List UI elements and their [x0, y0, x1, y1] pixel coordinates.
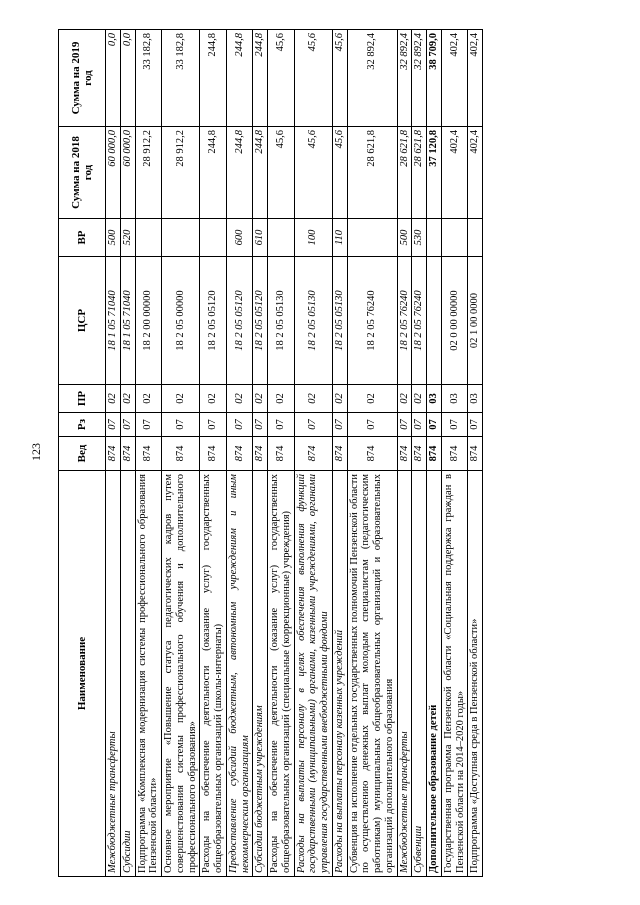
row-rz: 07: [106, 413, 121, 437]
row-csr: 18 2 05 05130: [268, 257, 295, 385]
row-sum-2018: 60 000,0: [120, 127, 135, 219]
row-ved: 874: [162, 437, 200, 471]
header-sum-2018: Сумма на 2018 год: [59, 127, 106, 219]
row-pr: 03: [441, 385, 468, 413]
row-sum-2019: 32 892,4: [347, 30, 397, 127]
row-name: Государственная программа Пензенской области «Социальная поддержка граждан в Пензенской области на 2014–2020 годы»: [441, 471, 468, 877]
row-sum-2018: 45,6: [268, 127, 295, 219]
row-pr: 02: [412, 385, 427, 413]
row-vr: [162, 219, 200, 257]
header-ved: Вед: [59, 437, 106, 471]
row-vr: 610: [253, 219, 268, 257]
row-pr: 03: [427, 385, 442, 413]
row-name: Расходы на обеспечение деятельности (оказание услуг) государственных общеобразовательных организаций (специальные (коррекционные) учреждения): [268, 471, 295, 877]
table-row: [468, 30, 483, 877]
row-sum-2019: 45,6: [268, 30, 295, 127]
row-csr: 18 2 05 76240: [412, 257, 427, 385]
row-rz: 07: [120, 413, 135, 437]
row-ved: 874: [441, 437, 468, 471]
row-pr: 02: [253, 385, 268, 413]
row-csr: 18 1 05 71040: [120, 257, 135, 385]
row-rz: 07: [162, 413, 200, 437]
table-row: [412, 30, 427, 877]
table-row: [294, 30, 332, 877]
row-sum-2018: 244,8: [253, 127, 268, 219]
row-sum-2018: 244,8: [226, 127, 253, 219]
row-sum-2019: 402,4: [441, 30, 468, 127]
row-sum-2019: 33 182,8: [135, 30, 162, 127]
row-csr: 18 2 05 05130: [332, 257, 347, 385]
row-vr: [268, 219, 295, 257]
row-name: Расходы на обеспечение деятельности (оказание услуг) государственных общеобразовательных организаций (школы-интернаты): [200, 471, 227, 877]
row-csr: 18 2 05 05120: [253, 257, 268, 385]
row-csr: [427, 257, 442, 385]
row-rz: 07: [294, 413, 332, 437]
row-sum-2019: 38 709,0: [427, 30, 442, 127]
row-ved: 874: [397, 437, 412, 471]
row-pr: 02: [268, 385, 295, 413]
row-pr: 02: [200, 385, 227, 413]
row-sum-2019: 32 892,4: [397, 30, 412, 127]
row-sum-2018: 45,6: [294, 127, 332, 219]
row-sum-2018: 28 912,2: [135, 127, 162, 219]
row-sum-2018: 28 912,2: [162, 127, 200, 219]
row-vr: 500: [397, 219, 412, 257]
header-rz: Рз: [59, 413, 106, 437]
row-pr: 02: [294, 385, 332, 413]
row-sum-2019: 45,6: [294, 30, 332, 127]
header-name: Наименование: [59, 471, 106, 877]
row-vr: [468, 219, 483, 257]
row-vr: 100: [294, 219, 332, 257]
row-csr: 02 1 00 0000: [468, 257, 483, 385]
row-sum-2018: 60 000,0: [106, 127, 121, 219]
row-csr: 18 1 05 71040: [106, 257, 121, 385]
row-rz: 07: [468, 413, 483, 437]
row-csr: 18 2 05 05120: [200, 257, 227, 385]
table-row: [332, 30, 347, 877]
table-row: [253, 30, 268, 877]
row-pr: 02: [120, 385, 135, 413]
table-row: [200, 30, 227, 877]
row-vr: 600: [226, 219, 253, 257]
row-sum-2019: 0,0: [106, 30, 121, 127]
row-csr: 18 2 00 00000: [135, 257, 162, 385]
row-name: Подпрограмма «Комплексная модернизация системы профессионального образования Пензенской области»: [135, 471, 162, 877]
row-vr: 500: [106, 219, 121, 257]
row-sum-2018: 402,4: [441, 127, 468, 219]
row-sum-2018: 37 120,8: [427, 127, 442, 219]
row-ved: 874: [200, 437, 227, 471]
row-vr: [441, 219, 468, 257]
row-sum-2019: 402,4: [468, 30, 483, 127]
row-rz: 07: [397, 413, 412, 437]
table-row: [441, 30, 468, 877]
row-sum-2019: 0,0: [120, 30, 135, 127]
table-row: [226, 30, 253, 877]
row-sum-2018: 244,8: [200, 127, 227, 219]
row-name: Расходы на выплаты персоналу в целях обеспечения выполнения функций государственными (муниципальными) органами, казенными учреждениями, органами управления государственными внебюджетными фондами: [294, 471, 332, 877]
row-vr: 110: [332, 219, 347, 257]
table-row: [397, 30, 412, 877]
row-ved: 874: [347, 437, 397, 471]
table-row: [162, 30, 200, 877]
row-sum-2019: 33 182,8: [162, 30, 200, 127]
row-name: Субвенция на исполнение отдельных государственных полномочий Пензенской области по осуществлению денежных выплат молодым специалистам (педагогическим работникам) муниципальных общеобразовательных организаций и образовательных организаций дополнительного образования: [347, 471, 397, 877]
row-vr: 530: [412, 219, 427, 257]
row-ved: 874: [226, 437, 253, 471]
row-sum-2019: 244,8: [200, 30, 227, 127]
table-row: [135, 30, 162, 877]
row-vr: [347, 219, 397, 257]
row-name: Дополнительное образование детей: [427, 471, 442, 877]
row-sum-2018: 45,6: [332, 127, 347, 219]
row-name: Субвенции: [412, 471, 427, 877]
header-csr: ЦСР: [59, 257, 106, 385]
row-sum-2019: 244,8: [226, 30, 253, 127]
row-name: Предоставление субсидий бюджетным, автономным учреждениям и иным некоммерческим организациям: [226, 471, 253, 877]
row-ved: 874: [120, 437, 135, 471]
row-pr: 02: [347, 385, 397, 413]
header-sum-2019: Сумма на 2019 год: [59, 30, 106, 127]
row-sum-2019: 45,6: [332, 30, 347, 127]
row-pr: 02: [135, 385, 162, 413]
budget-table: [58, 29, 483, 877]
row-rz: 07: [347, 413, 397, 437]
row-name: Субсидии бюджетным учреждениям: [253, 471, 268, 877]
row-ved: 874: [135, 437, 162, 471]
row-sum-2019: 32 892,4: [412, 30, 427, 127]
row-ved: 874: [106, 437, 121, 471]
row-vr: [135, 219, 162, 257]
row-rz: 07: [200, 413, 227, 437]
row-rz: 07: [226, 413, 253, 437]
table-row: [120, 30, 135, 877]
row-sum-2018: 402,4: [468, 127, 483, 219]
row-ved: 874: [412, 437, 427, 471]
row-pr: 02: [106, 385, 121, 413]
row-rz: 07: [427, 413, 442, 437]
row-pr: 03: [468, 385, 483, 413]
row-name: Межбюджетные трансферты: [106, 471, 121, 877]
row-ved: 874: [268, 437, 295, 471]
row-rz: 07: [332, 413, 347, 437]
row-rz: 07: [253, 413, 268, 437]
row-sum-2018: 28 621,8: [397, 127, 412, 219]
row-sum-2018: 28 621,8: [412, 127, 427, 219]
row-vr: [200, 219, 227, 257]
row-rz: 07: [268, 413, 295, 437]
table-row: [347, 30, 397, 877]
row-ved: 874: [332, 437, 347, 471]
row-name: Подпрограмма «Доступная среда в Пензенской области»: [468, 471, 483, 877]
row-pr: 02: [332, 385, 347, 413]
row-csr: 18 2 05 76240: [397, 257, 412, 385]
row-csr: 18 2 05 76240: [347, 257, 397, 385]
row-ved: 874: [468, 437, 483, 471]
row-vr: 520: [120, 219, 135, 257]
row-rz: 07: [412, 413, 427, 437]
row-csr: 02 0 00 00000: [441, 257, 468, 385]
row-ved: 874: [427, 437, 442, 471]
row-vr: [427, 219, 442, 257]
table-row: [106, 30, 121, 877]
row-csr: 18 2 05 05130: [294, 257, 332, 385]
row-csr: 18 2 05 00000: [162, 257, 200, 385]
header-vr: ВР: [59, 219, 106, 257]
row-ved: 874: [253, 437, 268, 471]
page-number: 123: [29, 443, 43, 461]
row-ved: 874: [294, 437, 332, 471]
row-sum-2019: 244,8: [253, 30, 268, 127]
row-csr: 18 2 05 05120: [226, 257, 253, 385]
row-rz: 07: [135, 413, 162, 437]
row-rz: 07: [441, 413, 468, 437]
row-pr: 02: [162, 385, 200, 413]
table-row: [268, 30, 295, 877]
row-sum-2018: 28 621,8: [347, 127, 397, 219]
row-name: Межбюджетные трансферты: [397, 471, 412, 877]
header-pr: ПР: [59, 385, 106, 413]
row-pr: 02: [397, 385, 412, 413]
table-header-row: [59, 30, 106, 877]
row-pr: 02: [226, 385, 253, 413]
table-row: [427, 30, 442, 877]
row-name: Расходы на выплаты персоналу казенных учреждений: [332, 471, 347, 877]
row-name: Основное мероприятие «Повышение статуса педагогических кадров путем совершенствования системы профессионального обучения и дополнительного профессионального образования»: [162, 471, 200, 877]
row-name: Субсидии: [120, 471, 135, 877]
